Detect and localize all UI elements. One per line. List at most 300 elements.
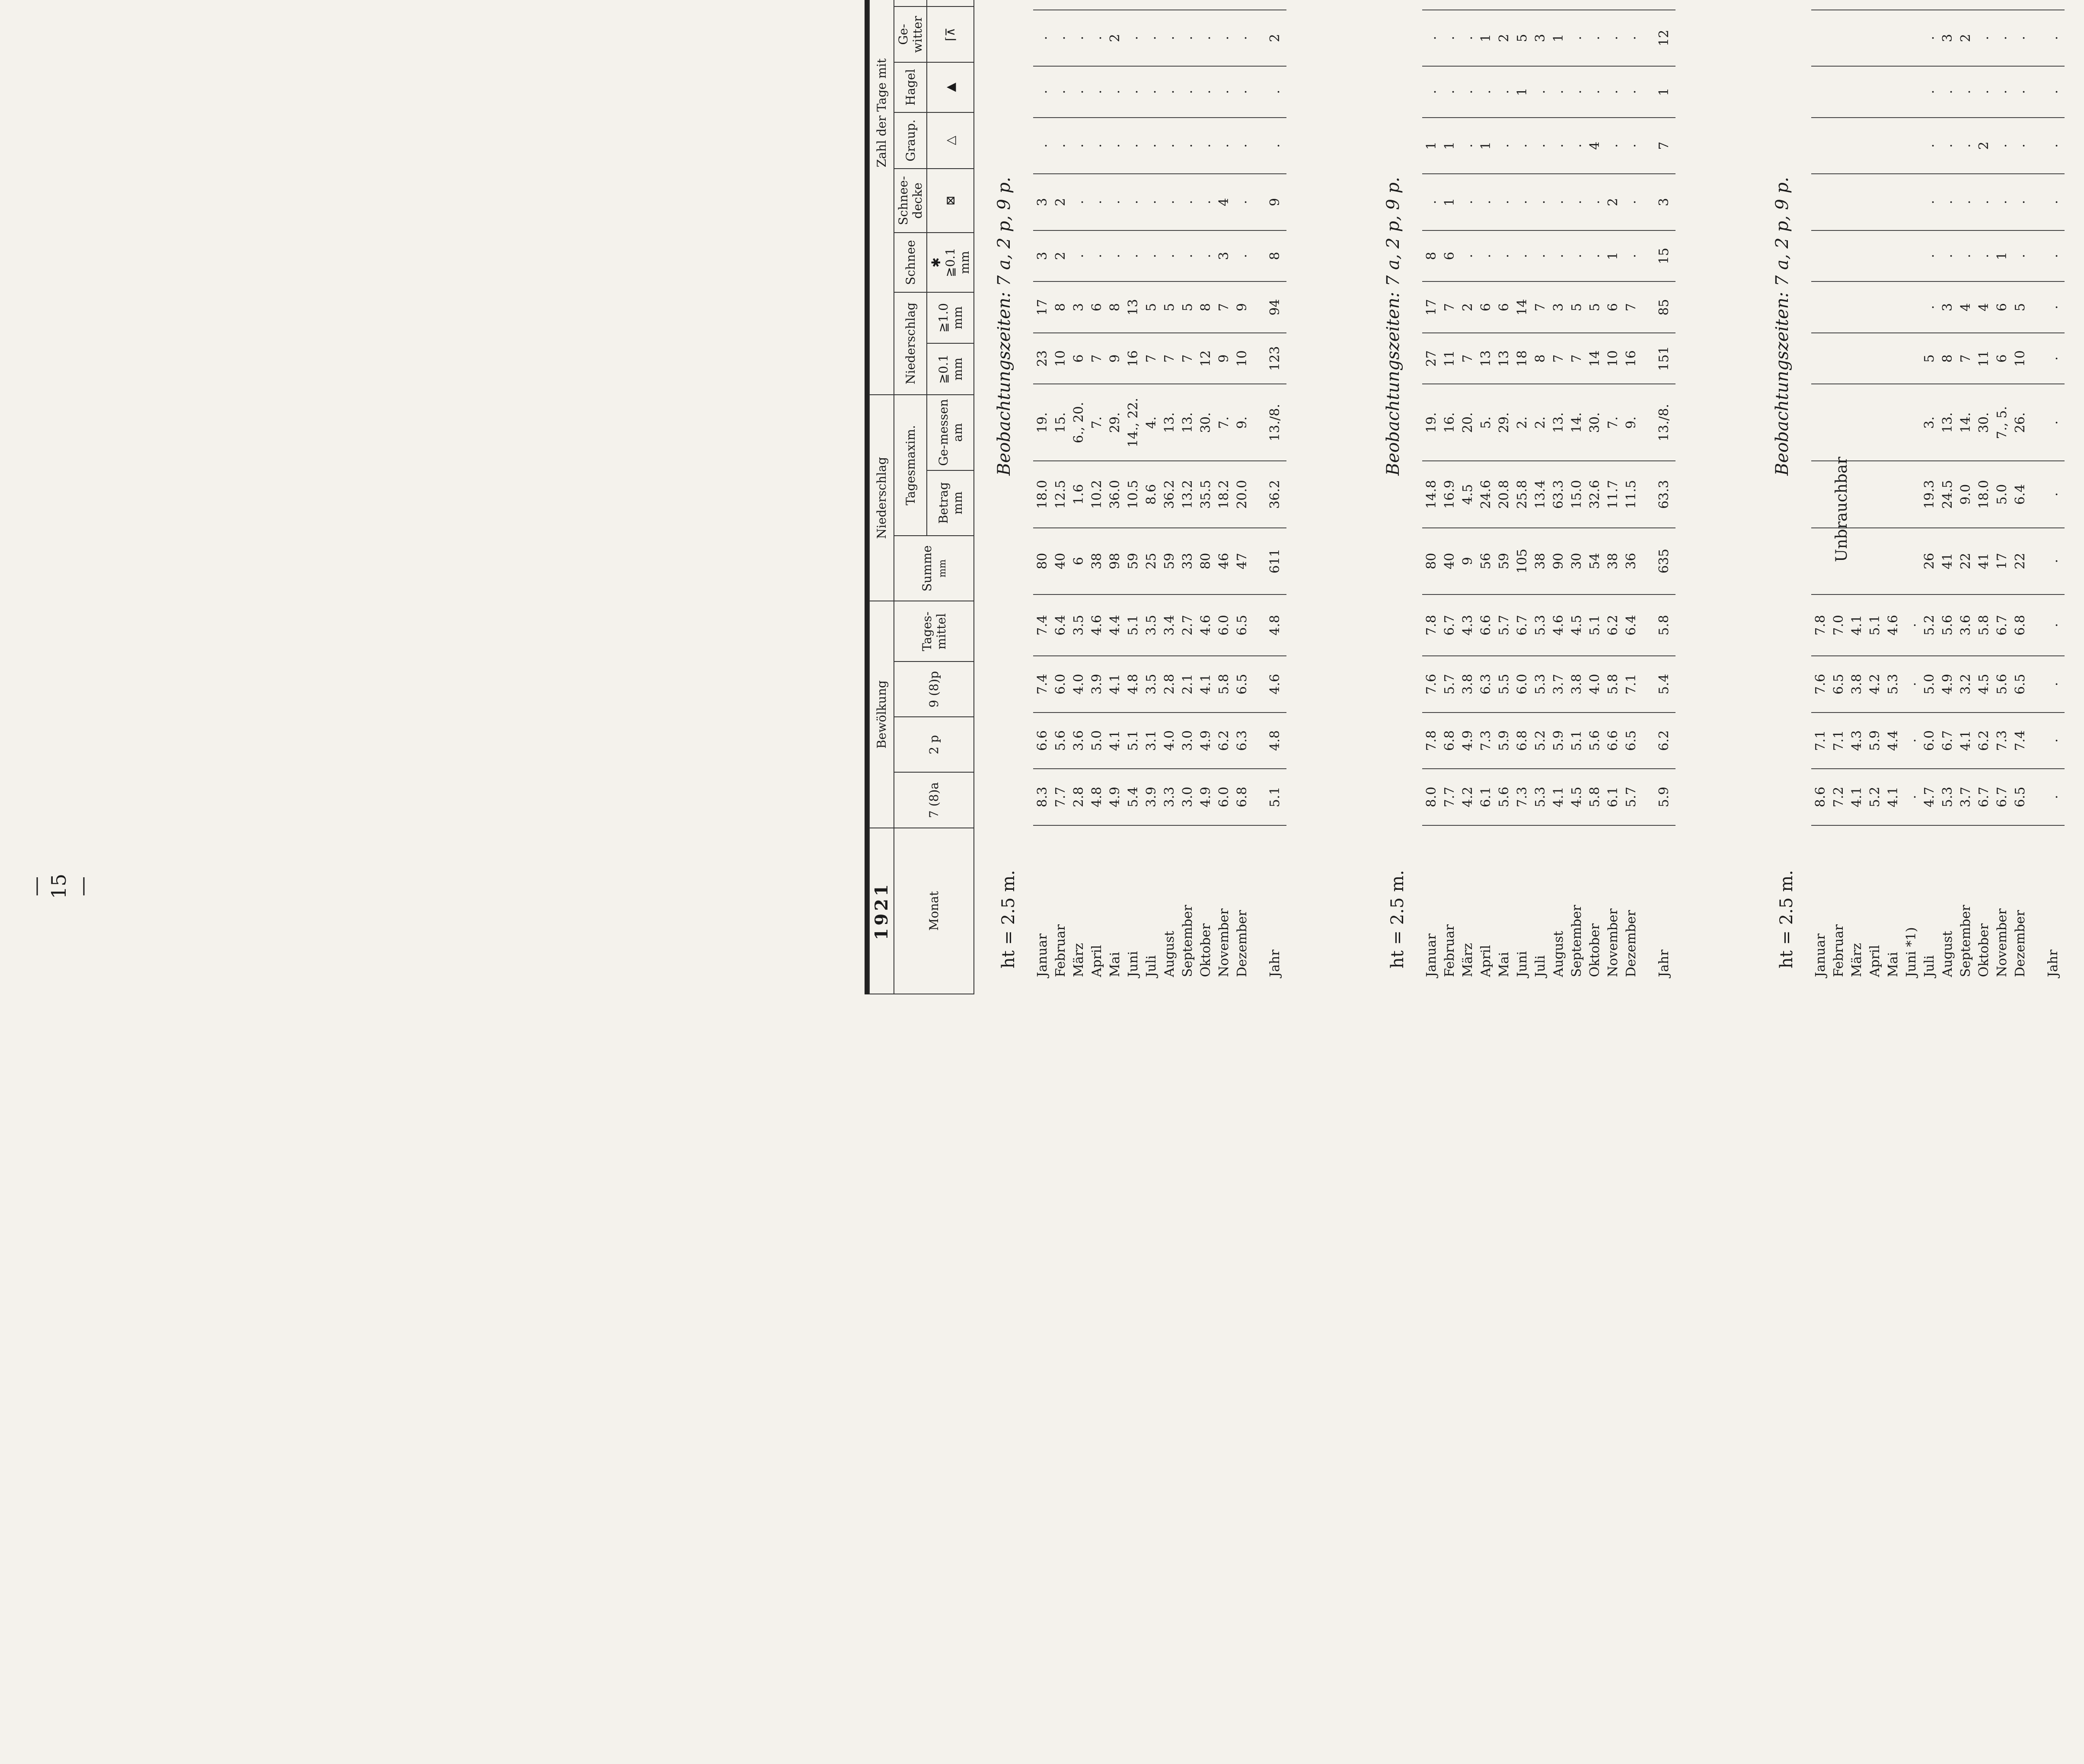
- value-cell: 7.8: [1811, 594, 1829, 656]
- month-cell: Juli: [1143, 955, 1159, 977]
- value-cell: 3.5: [1142, 656, 1160, 712]
- value-cell: 3.: [1920, 384, 1938, 461]
- value-cell: .: [1549, 230, 1567, 282]
- value-cell: .: [1549, 174, 1567, 230]
- value-cell: 40: [1440, 528, 1458, 594]
- value-cell: 4.6: [1884, 594, 1902, 656]
- value-cell: 6.7: [1993, 769, 2011, 825]
- value-cell: 5: [1567, 281, 1586, 333]
- value-cell: 4.9: [1458, 713, 1477, 769]
- value-cell: .: [1160, 66, 1178, 118]
- value-cell: 7.3: [1477, 713, 1495, 769]
- value-cell: 5: [1178, 281, 1197, 333]
- value-cell: 5.1: [1567, 713, 1586, 769]
- value-cell: 9.0: [1956, 461, 1975, 527]
- value-cell: [1866, 118, 1884, 174]
- value-cell: [1866, 66, 1884, 118]
- value-cell: 3.5: [1069, 594, 1088, 656]
- value-cell: [1829, 174, 1848, 230]
- col-n01: [927, 343, 974, 395]
- value-cell: .: [1069, 10, 1088, 66]
- value-cell: 7: [1142, 333, 1160, 384]
- value-cell: .: [1215, 10, 1233, 66]
- value-cell: [1829, 66, 1848, 118]
- value-cell: 13.: [1160, 384, 1178, 461]
- value-cell: 2: [1604, 174, 1622, 230]
- value-cell: .: [1124, 66, 1142, 118]
- value-cell: 3.6: [1956, 594, 1975, 656]
- value-cell: 14: [1513, 281, 1531, 333]
- month-cell: Jahr: [1267, 949, 1283, 977]
- value-cell: 4.6: [1088, 594, 1106, 656]
- table-row: [1495, 0, 1513, 994]
- month-cell: März: [1849, 943, 1864, 977]
- value-cell: 4.8: [1251, 594, 1286, 656]
- value-cell: 6.7: [1975, 769, 1993, 825]
- value-cell: 8.6: [1142, 461, 1160, 527]
- value-cell: 38: [1531, 528, 1549, 594]
- value-cell: .: [1422, 10, 1440, 66]
- year-row: [1640, 0, 1675, 994]
- value-cell: [1829, 384, 1848, 461]
- value-cell: 6., 20.: [1069, 384, 1088, 461]
- value-cell: [1640, 0, 1675, 10]
- month-cell: Mai: [1107, 952, 1123, 977]
- table-row: [1197, 0, 1215, 994]
- value-cell: 5.2: [1531, 713, 1549, 769]
- value-cell: 7: [1640, 118, 1675, 174]
- value-cell: .: [1549, 66, 1567, 118]
- value-cell: [1902, 10, 1920, 66]
- value-cell: 29.: [1106, 384, 1124, 461]
- table-row: [1422, 0, 1440, 994]
- value-cell: 3.7: [1549, 656, 1567, 712]
- month-cell: Juni *1): [1903, 927, 1919, 977]
- value-cell: 7: [1458, 333, 1477, 384]
- month-cell: Februar: [1053, 924, 1068, 977]
- value-cell: 5.3: [1938, 769, 1956, 825]
- value-cell: [1884, 333, 1902, 384]
- value-cell: 3.8: [1458, 656, 1477, 712]
- value-cell: [1251, 0, 1286, 10]
- value-cell: .: [1233, 174, 1251, 230]
- col-n10: [927, 292, 974, 344]
- month-cell: Januar: [1813, 933, 1828, 977]
- value-cell: .: [1622, 230, 1640, 282]
- col-schnee-sym: [927, 233, 974, 292]
- table-row: [1069, 0, 1088, 994]
- value-cell: 24.5: [1938, 461, 1956, 527]
- month-cell: Dezember: [1623, 910, 1639, 977]
- rotated-sheet: [865, 0, 2084, 994]
- value-cell: 18: [1513, 333, 1531, 384]
- station-block: [1746, 0, 2065, 994]
- month-cell: November: [1605, 908, 1621, 977]
- value-cell: 25.8: [1513, 461, 1531, 527]
- value-cell: .: [1160, 10, 1178, 66]
- station-ht: ht = 2.5 m.: [1388, 870, 1407, 968]
- value-cell: .: [1033, 10, 1051, 66]
- month-cell: Juni: [1514, 951, 1530, 977]
- value-cell: 5.1: [1124, 594, 1142, 656]
- value-cell: 6.2: [1640, 713, 1675, 769]
- table-row: [1604, 0, 1622, 994]
- value-cell: [1811, 528, 1829, 594]
- value-cell: [1866, 230, 1884, 282]
- station-header: [1746, 0, 1811, 994]
- value-cell: .: [1233, 230, 1251, 282]
- value-cell: 3.9: [1142, 769, 1160, 825]
- value-cell: [1993, 0, 2011, 10]
- value-cell: 6: [1993, 333, 2011, 384]
- value-cell: 5.0: [1088, 713, 1106, 769]
- value-cell: 63.3: [1549, 461, 1567, 527]
- value-cell: 33: [1178, 528, 1197, 594]
- value-cell: .: [1142, 174, 1160, 230]
- value-cell: 47: [1233, 528, 1251, 594]
- value-cell: 3: [1640, 174, 1675, 230]
- value-cell: 4.5: [1567, 594, 1586, 656]
- value-cell: [1829, 230, 1848, 282]
- month-cell: September: [1180, 904, 1195, 977]
- value-cell: [1848, 118, 1866, 174]
- value-cell: 5.9: [1866, 713, 1884, 769]
- value-cell: 4.2: [1458, 769, 1477, 825]
- value-cell: 6.4: [1622, 594, 1640, 656]
- value-cell: 17: [1993, 528, 2011, 594]
- value-cell: 30.: [1586, 384, 1604, 461]
- value-cell: 6.5: [1829, 656, 1848, 712]
- value-cell: .: [1902, 594, 1920, 656]
- col-summe: [894, 536, 974, 601]
- table-row: [1458, 0, 1477, 994]
- month-cell: April: [1478, 945, 1494, 977]
- value-cell: 4.0: [1160, 713, 1178, 769]
- value-cell: 7.1: [1622, 656, 1640, 712]
- value-cell: [1477, 0, 1495, 10]
- value-cell: 8: [1051, 281, 1069, 333]
- value-cell: [1622, 0, 1640, 10]
- value-cell: 1: [1549, 10, 1567, 66]
- value-cell: 6.7: [1513, 594, 1531, 656]
- value-cell: 6.0: [1215, 594, 1233, 656]
- value-cell: .: [1142, 230, 1160, 282]
- value-cell: 13.: [1938, 384, 1956, 461]
- value-cell: 6.1: [1477, 769, 1495, 825]
- value-cell: 4.0: [1586, 656, 1604, 712]
- value-cell: 5.8: [1215, 656, 1233, 712]
- value-cell: [1866, 281, 1884, 333]
- col-7a: 7 (8)a: [894, 772, 974, 828]
- thunderstorm-icon: ⌈⊼: [943, 27, 957, 42]
- value-cell: .: [1567, 118, 1586, 174]
- value-cell: .: [1531, 66, 1549, 118]
- table-row: [1160, 0, 1178, 994]
- value-cell: .: [2029, 769, 2065, 825]
- value-cell: 5.1: [1251, 769, 1286, 825]
- table-row: [1178, 0, 1197, 994]
- value-cell: .: [1142, 10, 1160, 66]
- value-cell: 6.3: [1233, 713, 1251, 769]
- climate-table: [865, 0, 2084, 994]
- table-row: [1142, 0, 1160, 994]
- value-cell: 5.4: [1640, 656, 1675, 712]
- value-cell: [1902, 461, 1920, 527]
- table-row: [1051, 0, 1069, 994]
- value-cell: .: [1178, 66, 1197, 118]
- value-cell: 1: [1604, 230, 1622, 282]
- value-cell: [1884, 174, 1902, 230]
- value-cell: 6.5: [2011, 769, 2029, 825]
- value-cell: 26.: [2011, 384, 2029, 461]
- value-cell: .: [1938, 118, 1956, 174]
- value-cell: [1604, 0, 1622, 10]
- value-cell: 4.3: [1848, 713, 1866, 769]
- value-cell: 8: [1422, 230, 1440, 282]
- value-cell: [1866, 333, 1884, 384]
- value-cell: [1848, 66, 1866, 118]
- value-cell: 6: [1477, 281, 1495, 333]
- value-cell: 80: [1033, 528, 1051, 594]
- value-cell: 6.0: [1215, 769, 1233, 825]
- month-cell: Dezember: [2012, 910, 2028, 977]
- value-cell: .: [1440, 66, 1458, 118]
- value-cell: [1811, 10, 1829, 66]
- value-cell: 4.1: [1956, 713, 1975, 769]
- value-cell: 12: [1640, 10, 1675, 66]
- table-row: [1975, 0, 1993, 994]
- n10-unit: mm: [950, 306, 965, 329]
- value-cell: 10: [1051, 333, 1069, 384]
- value-cell: 7.8: [1422, 594, 1440, 656]
- value-cell: 63.3: [1640, 461, 1675, 527]
- value-cell: [1938, 0, 1956, 10]
- table-row: [1513, 0, 1531, 994]
- value-cell: 6.5: [1622, 713, 1640, 769]
- value-cell: [1513, 0, 1531, 10]
- value-cell: .: [1920, 230, 1938, 282]
- value-cell: [1069, 0, 1088, 10]
- value-cell: 9: [1215, 333, 1233, 384]
- value-cell: [1215, 0, 1233, 10]
- station-table: [1033, 0, 1286, 994]
- value-cell: [1956, 0, 1975, 10]
- table-row: [1920, 0, 1938, 994]
- value-cell: 17: [1422, 281, 1440, 333]
- value-cell: 9.: [1233, 384, 1251, 461]
- value-cell: 2.1: [1178, 656, 1197, 712]
- value-cell: 5.2: [1866, 769, 1884, 825]
- col-tagesmaxim: Tagesmaxim.: [894, 395, 927, 536]
- month-cell: Mai: [1885, 952, 1901, 977]
- value-cell: 2: [1458, 281, 1477, 333]
- value-cell: 7.7: [1440, 769, 1458, 825]
- value-cell: 5.7: [1495, 594, 1513, 656]
- value-cell: [1902, 118, 1920, 174]
- table-row: [2011, 0, 2029, 994]
- value-cell: 4.1: [1106, 656, 1124, 712]
- value-cell: 1: [1640, 66, 1675, 118]
- value-cell: 3.9: [1088, 656, 1106, 712]
- value-cell: 59: [1495, 528, 1513, 594]
- value-cell: 5.3: [1531, 656, 1549, 712]
- value-cell: [1811, 281, 1829, 333]
- value-cell: 7.1: [1811, 713, 1829, 769]
- value-cell: 1.6: [1069, 461, 1088, 527]
- value-cell: 2.7: [1178, 594, 1197, 656]
- station-header: [968, 0, 1033, 994]
- value-cell: [1902, 281, 1920, 333]
- unbrauchbar-note: Unbrauchbar: [1833, 457, 1851, 562]
- value-cell: 7.: [1088, 384, 1106, 461]
- month-cell: Dezember: [1234, 910, 1250, 977]
- value-cell: .: [1178, 174, 1197, 230]
- value-cell: .: [1160, 174, 1178, 230]
- col-graupeln: Graup.: [894, 112, 927, 169]
- station-ht: ht = 2.5 m.: [999, 870, 1018, 968]
- value-cell: [1440, 0, 1458, 10]
- value-cell: 10: [1604, 333, 1622, 384]
- value-cell: 4.8: [1088, 769, 1106, 825]
- value-cell: .: [1124, 174, 1142, 230]
- value-cell: .: [1142, 66, 1160, 118]
- value-cell: [1902, 66, 1920, 118]
- value-cell: 16.9: [1440, 461, 1458, 527]
- value-cell: 90: [1549, 528, 1567, 594]
- value-cell: .: [1902, 656, 1920, 712]
- value-cell: .: [1993, 10, 2011, 66]
- month-cell: Juli: [1532, 955, 1548, 977]
- value-cell: 14.: [1567, 384, 1586, 461]
- month-cell: August: [1551, 931, 1566, 977]
- schnee-val: ≧0.1: [943, 248, 957, 278]
- value-cell: 4.1: [1884, 769, 1902, 825]
- value-cell: 1: [1440, 118, 1458, 174]
- value-cell: 1: [1513, 66, 1531, 118]
- value-cell: 9: [1458, 528, 1477, 594]
- value-cell: 7.3: [1993, 713, 2011, 769]
- value-cell: 9: [1106, 333, 1124, 384]
- value-cell: 2: [1051, 230, 1069, 282]
- value-cell: .: [1458, 174, 1477, 230]
- value-cell: .: [1215, 66, 1233, 118]
- col-2p: 2 p: [894, 717, 974, 772]
- value-cell: 5.8: [1604, 656, 1622, 712]
- value-cell: .: [1124, 230, 1142, 282]
- value-cell: 8.3: [1033, 769, 1051, 825]
- col-graupeln-sym: [927, 112, 974, 169]
- station-times: Beobachtungszeiten: 7 a, 2 p, 9 p.: [1772, 177, 1792, 476]
- value-cell: 5: [1142, 281, 1160, 333]
- value-cell: 6: [1440, 230, 1458, 282]
- month-cell: Jahr: [2045, 949, 2061, 977]
- value-cell: 5: [2011, 281, 2029, 333]
- value-cell: [2029, 0, 2065, 10]
- value-cell: [1884, 281, 1902, 333]
- gemessen-label: Ge-messen: [936, 399, 951, 466]
- value-cell: .: [1495, 174, 1513, 230]
- value-cell: 15.: [1051, 384, 1069, 461]
- value-cell: 30: [1567, 528, 1586, 594]
- value-cell: 635: [1640, 528, 1675, 594]
- value-cell: 6.0: [1051, 656, 1069, 712]
- value-cell: [1884, 384, 1902, 461]
- value-cell: .: [1975, 10, 1993, 66]
- value-cell: .: [1422, 174, 1440, 230]
- value-cell: .: [1993, 118, 2011, 174]
- year-row: [1251, 0, 1286, 994]
- value-cell: [1811, 0, 1829, 10]
- value-cell: 8.0: [1422, 769, 1440, 825]
- value-cell: 36.0: [1106, 461, 1124, 527]
- value-cell: 94: [1251, 281, 1286, 333]
- value-cell: [1811, 174, 1829, 230]
- value-cell: [1033, 0, 1051, 10]
- value-cell: [1829, 281, 1848, 333]
- value-cell: 611: [1251, 528, 1286, 594]
- value-cell: .: [1567, 66, 1586, 118]
- value-cell: 9.: [1622, 384, 1640, 461]
- value-cell: 2.8: [1069, 769, 1088, 825]
- value-cell: .: [1920, 174, 1938, 230]
- group-zahl-der-tage: Zahl der Tage mit: [869, 0, 894, 395]
- value-cell: .: [2029, 594, 2065, 656]
- month-cell: Oktober: [1976, 923, 1991, 977]
- value-cell: .: [1215, 118, 1233, 174]
- value-cell: 2: [1051, 174, 1069, 230]
- value-cell: 2: [1495, 10, 1513, 66]
- value-cell: [1422, 0, 1440, 10]
- hail-icon: ▲: [943, 83, 957, 92]
- col-schnee: Schnee: [894, 233, 927, 292]
- value-cell: 3: [1938, 10, 1956, 66]
- table-row: [1938, 0, 1956, 994]
- month-cell: Juli: [1921, 955, 1937, 977]
- value-cell: .: [2029, 461, 2065, 527]
- value-cell: 4.1: [1848, 594, 1866, 656]
- value-cell: [1458, 0, 1477, 10]
- value-cell: 7.: [1604, 384, 1622, 461]
- value-cell: 6.7: [1440, 594, 1458, 656]
- value-cell: 41: [1975, 528, 1993, 594]
- value-cell: 27: [1422, 333, 1440, 384]
- value-cell: .: [2029, 528, 2065, 594]
- value-cell: 6: [1993, 281, 2011, 333]
- value-cell: [1811, 384, 1829, 461]
- value-cell: 36.2: [1251, 461, 1286, 527]
- value-cell: [1124, 0, 1142, 10]
- value-cell: 6: [1088, 281, 1106, 333]
- value-cell: 4.9: [1106, 769, 1124, 825]
- value-cell: .: [1069, 118, 1088, 174]
- value-cell: .: [1160, 230, 1178, 282]
- month-header: Monat: [894, 828, 974, 994]
- value-cell: .: [1440, 10, 1458, 66]
- value-cell: 3.5: [1142, 594, 1160, 656]
- value-cell: [1848, 0, 1866, 10]
- value-cell: .: [1586, 230, 1604, 282]
- month-cell: September: [1958, 904, 1973, 977]
- group-bewoelkung: Bewölkung: [869, 601, 894, 828]
- value-cell: [1811, 461, 1829, 527]
- value-cell: .: [1975, 174, 1993, 230]
- value-cell: 3.0: [1178, 713, 1197, 769]
- value-cell: .: [1106, 118, 1124, 174]
- value-cell: 2.: [1531, 384, 1549, 461]
- value-cell: 6.7: [1993, 594, 2011, 656]
- value-cell: 6: [1604, 281, 1622, 333]
- value-cell: 2: [1975, 118, 1993, 174]
